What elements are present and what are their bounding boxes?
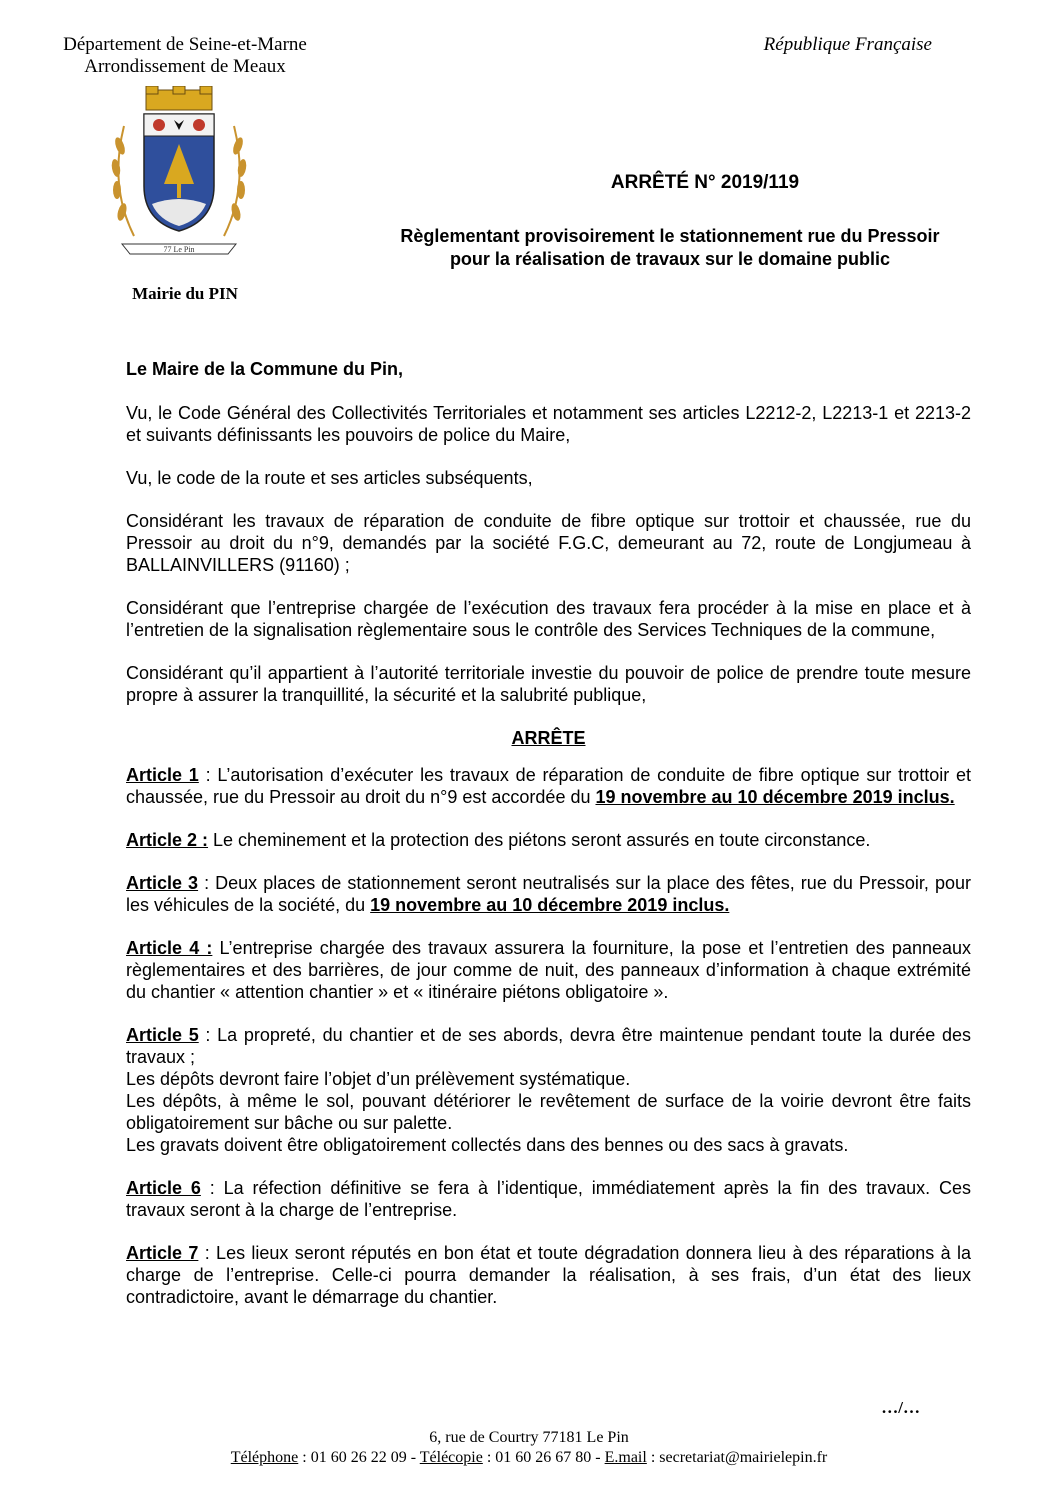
- article-3: [126, 872, 971, 916]
- footer-address: 6, rue de Courtry 77181 Le Pin: [429, 1429, 629, 1446]
- considerant-paragraph-1: Considérant les travaux de réparation de conduite de fibre optique sur trottoir et chaussée, rue du Pressoir au droit du n°9, demandés par la société F.G.C, demeurant au 72, route de Longjumeau à BALLAINVILLERS (91160) ;: [126, 511, 971, 575]
- phone-label: Téléphone: [230, 1449, 299, 1466]
- article-2-text: Le cheminement et la protection des piétons seront assurés en toute circonstance.: [208, 830, 871, 850]
- vu-paragraph-2: Vu, le code de la route et ses articles subséquents,: [126, 468, 533, 488]
- article-3-dates: 19 novembre au 10 décembre 2019 inclus.: [370, 895, 730, 915]
- article-4-label: Article 4 :: [126, 938, 213, 958]
- arrondissement-label: Arrondissement de Meaux: [84, 56, 286, 77]
- republic-label: République Française: [763, 34, 932, 55]
- footer-contact: [0, 1448, 1058, 1468]
- phone-value: : 01 60 26 22 09 -: [298, 1449, 420, 1466]
- article-5-text: : La propreté, du chantier et de ses abords, devra être maintenue pendant toute la durée des travaux ;: [126, 1025, 971, 1067]
- article-5-label: Article 5: [126, 1025, 199, 1045]
- vu-paragraph-1: Vu, le Code Général des Collectivités Territoriales et notamment ses articles L2212-2, L2213-1 et 2213-2 et suivants définissants les pouvoirs de police du Maire,: [126, 403, 971, 445]
- subtitle-line-2: pour la réalisation de travaux sur le domaine public: [449, 249, 891, 269]
- considerant-paragraph-3: Considérant qu’il appartient à l’autorité territoriale investie du pouvoir de police de prendre toute mesure propre à assurer la tranquillité, la sécurité et la salubrité publique,: [126, 663, 971, 705]
- article-5-line-3: Les dépôts, à même le sol, pouvant détériorer le revêtement de surface de la voirie devront être faits obligatoirement sur bâche ou sur palette.: [126, 1091, 971, 1133]
- article-5-line-4: Les gravats doivent être obligatoirement collectés dans des bennes ou des sacs à gravats.: [126, 1135, 849, 1155]
- article-7-label: Article 7: [126, 1243, 199, 1263]
- article-6-label: Article 6: [126, 1178, 201, 1198]
- article-7-text: : Les lieux seront réputés en bon état et toute dégradation donnera lieu à des réparations à la charge de l’entreprise. Celle-ci pourra demander la réalisation, à ses frais, d’un état des lieux contradictoire, avant le démarrage du chantier.: [126, 1243, 971, 1307]
- decree-subtitle: [360, 225, 980, 271]
- coat-of-arms-logo: [104, 86, 254, 266]
- article-5: [126, 1024, 971, 1068]
- email-value[interactable]: : secretariat@mairielepin.fr: [646, 1449, 828, 1466]
- header-left: [40, 34, 330, 78]
- article-1-dates: 19 novembre au 10 décembre 2019 inclus.: [595, 787, 955, 807]
- email-label: E.mail: [604, 1449, 647, 1466]
- article-1: [126, 764, 971, 808]
- intro-line: Le Maire de la Commune du Pin,: [126, 359, 404, 379]
- article-5-line-2: Les dépôts devront faire l’objet d’un prélèvement systématique.: [126, 1069, 631, 1089]
- decree-body: [126, 358, 971, 1329]
- article-4: [126, 937, 971, 1003]
- subtitle-line-1: Règlementant provisoirement le stationnement rue du Pressoir: [400, 226, 940, 246]
- considerant-paragraph-2: Considérant que l’entreprise chargée de l’exécution des travaux fera procéder à la mise en place et à l’entretien de la signalisation règlementaire sous le contrôle des Services Techniques de la commune,: [126, 598, 971, 640]
- article-7: [126, 1242, 971, 1308]
- article-1-text: : L’autorisation d’exécuter les travaux de réparation de conduite de fibre optique sur trottoir et chaussée, rue du Pressoir au droit du n°9 est accordée du: [126, 765, 971, 807]
- continuation-mark: …/…: [881, 1398, 920, 1417]
- decision-heading: ARRÊTE: [511, 728, 586, 748]
- department-label: Département de Seine-et-Marne: [63, 34, 307, 55]
- fax-label: Télécopie: [419, 1449, 483, 1466]
- decree-number: ARRÊTÉ N° 2019/119: [610, 172, 800, 193]
- article-3-text: : Deux places de stationnement seront neutralisés sur la place des fêtes, rue du Pressoir, pour les véhicules de la société, du: [126, 873, 971, 915]
- article-6-text: : La réfection définitive se fera à l’identique, immédiatement après la fin des travaux. Ces travaux seront à la charge de l’entreprise.: [126, 1178, 971, 1220]
- article-4-text: L’entreprise chargée des travaux assurera la fourniture, la pose et l’entretien des panneaux règlementaires et des barrières, de jour comme de nuit, des panneaux d’information à chaque extrémité du chantier « attention chantier » et « itinéraire piétons obligatoire ».: [126, 938, 972, 1002]
- footer: [0, 1428, 1058, 1468]
- article-6: [126, 1177, 971, 1221]
- article-1-label: Article 1: [126, 765, 199, 785]
- fax-value: : 01 60 26 67 80 -: [482, 1449, 605, 1466]
- article-2-label: Article 2 :: [126, 830, 209, 850]
- svg-text:77 Le Pin: 77 Le Pin: [163, 245, 195, 254]
- mayor-label: Mairie du PIN: [132, 284, 238, 303]
- article-2: [126, 829, 971, 851]
- article-3-label: Article 3: [126, 873, 199, 893]
